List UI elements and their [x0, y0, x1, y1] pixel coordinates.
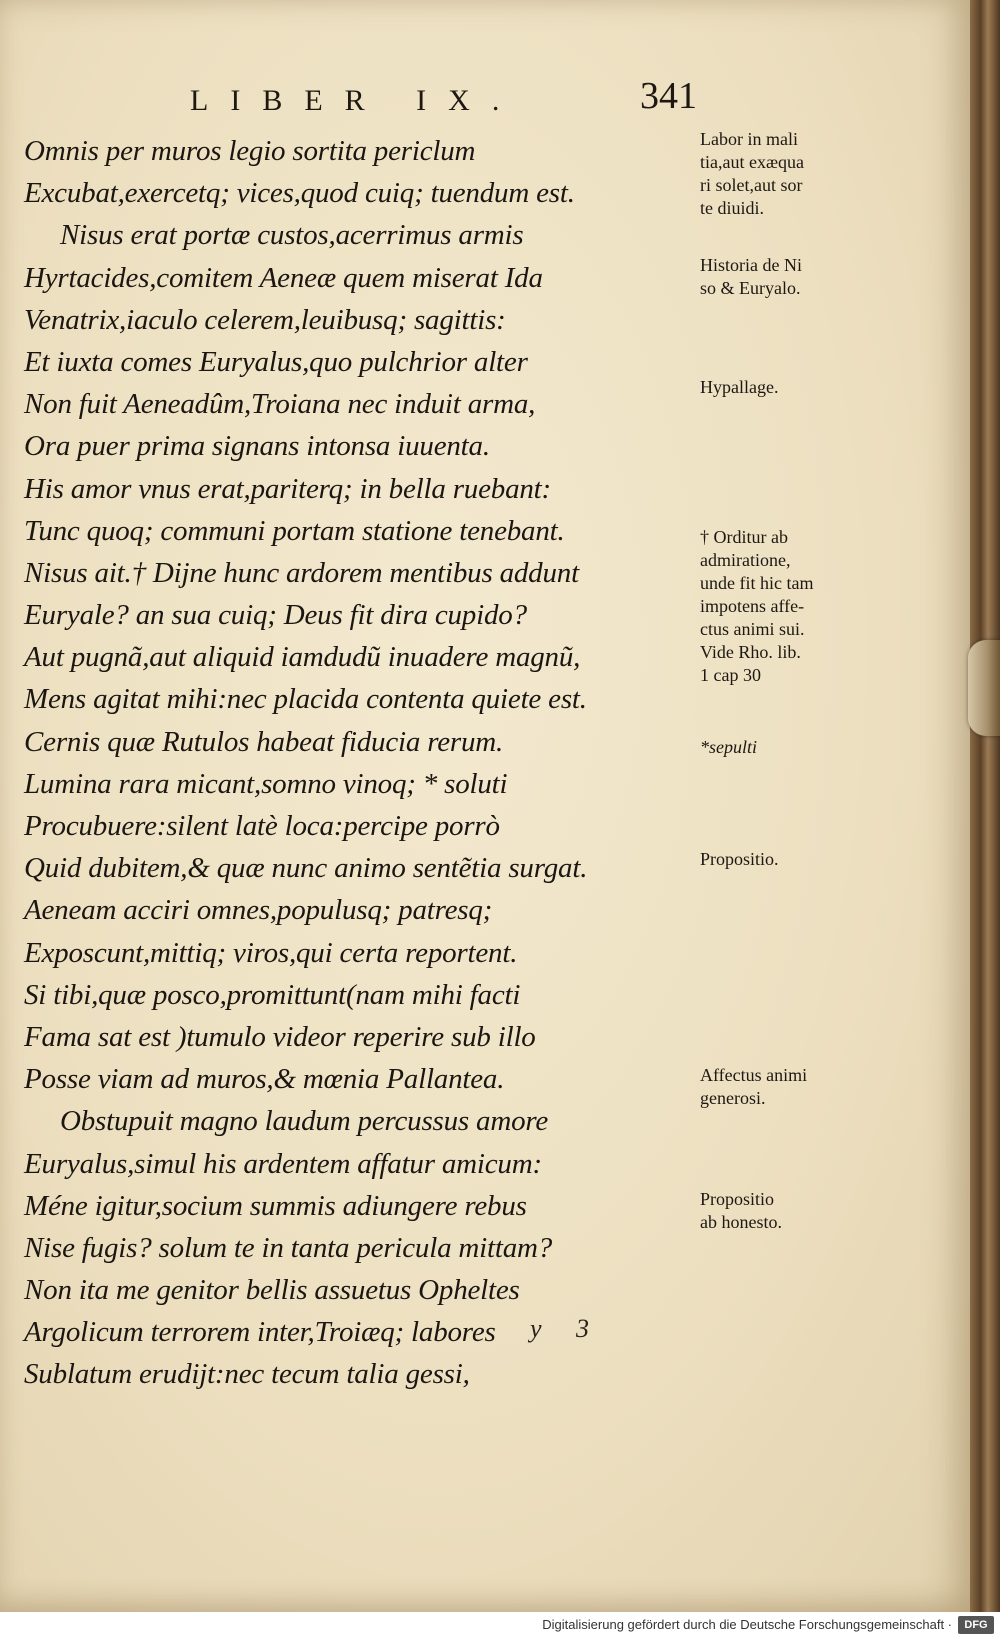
gloss-line: Hypallage.	[700, 377, 779, 397]
verse-line: Tunc quoq; communi portam statione tenebant.	[24, 514, 565, 547]
verse-line: Ora puer prima signans intonsa iuuenta.	[24, 430, 490, 463]
verse-line: Euryalus,simul his ardentem affatur amicum:	[24, 1147, 542, 1180]
verse-line: Non ita me genitor bellis assuetus Opheltes	[24, 1274, 520, 1307]
footer-credit: Digitalisierung gefördert durch die Deutsche Forschungsgemeinschaft ·	[542, 1617, 952, 1632]
verse-line: Procubuere:silent latè loca:percipe porrò	[24, 810, 500, 842]
verse-line: Aeneam acciri omnes,populusq; patresq;	[24, 894, 493, 927]
verse-line: Excubat,exercetq; vices,quod cuiq; tuendum est.	[24, 177, 575, 210]
running-head: LIBER IX.	[190, 84, 522, 117]
verse-line: Omnis per muros legio sortita periclum	[24, 135, 476, 167]
gloss-line: *sepulti	[700, 737, 757, 757]
marginal-gloss	[700, 736, 865, 759]
verse-line: Sublatum erudijt:nec tecum talia gessi,	[24, 1358, 470, 1391]
marginal-gloss	[700, 526, 865, 687]
verse-line: Et iuxta comes Euryalus,quo pulchrior alter	[24, 345, 528, 378]
clasp-tab	[968, 640, 1000, 736]
dfg-logo-icon: DFG	[958, 1616, 994, 1634]
footer-bar	[0, 1612, 1000, 1639]
gloss-line: tia,aut exæqua	[700, 152, 804, 172]
marginal-gloss	[700, 128, 865, 220]
gloss-line: Affectus animi	[700, 1065, 808, 1085]
verse-line: Quid dubitem,& quæ nunc animo sentẽtia surgat.	[24, 852, 588, 885]
verse-line: Non fuit Aeneadûm,Troiana nec induit arma,	[24, 388, 536, 421]
verse-line: Venatrix,iaculo celerem,leuibusq; sagittis:	[24, 303, 506, 336]
gloss-line: so & Euryalo.	[700, 278, 801, 298]
verse-line: Méne igitur,socium summis adiungere rebus	[24, 1189, 527, 1222]
marginal-gloss	[700, 1064, 865, 1110]
marginal-gloss	[700, 376, 865, 399]
marginal-gloss	[700, 848, 865, 871]
gloss-line: Vide Rho. lib.	[700, 642, 801, 662]
verse-line: Euryale? an sua cuiq; Deus fit dira cupido?	[24, 599, 527, 632]
gloss-line: 1 cap 30	[700, 665, 761, 685]
verse-line: Cernis quæ Rutulos habeat fiducia rerum.	[24, 725, 504, 758]
gloss-line: generosi.	[700, 1088, 766, 1108]
signature-mark: y 3	[530, 1314, 604, 1343]
page-number: 341	[640, 75, 697, 117]
gloss-line: ab honesto.	[700, 1212, 782, 1232]
verse-line: Argolicum terrorem inter,Troiæq; labores	[24, 1316, 496, 1349]
verse-line: Hyrtacides,comitem Aeneæ quem miserat Ida	[24, 261, 543, 294]
gloss-line: Historia de Ni	[700, 255, 802, 275]
gloss-line: te diuidi.	[700, 198, 764, 218]
gloss-line: admiratione,	[700, 550, 791, 570]
verse-line: Si tibi,quæ posco,promittunt(nam mihi facti	[24, 978, 521, 1011]
marginal-gloss	[700, 254, 865, 300]
verse-line: Nise fugis? solum te in tanta pericula mittam?	[24, 1231, 553, 1264]
book-edge	[970, 0, 1000, 1612]
gloss-line: † Orditur ab	[700, 527, 788, 547]
gloss-line: ri solet,aut sor	[700, 175, 803, 195]
verse-line: Obstupuit magno laudum percussus amore	[60, 1105, 549, 1138]
gloss-line: Labor in mali	[700, 129, 798, 149]
verse-line: Fama sat est )tumulo videor reperire sub illo	[24, 1020, 536, 1053]
verse-line: Lumina rara micant,somno vinoq; * soluti	[24, 767, 508, 800]
marginal-gloss	[700, 1188, 865, 1234]
verse-line: Exposcunt,mittiq; viros,qui certa reportent.	[24, 936, 518, 969]
gloss-line: unde fit hic tam	[700, 573, 814, 593]
verse-line: Aut pugnã,aut aliquid iamdudũ inuadere magnũ,	[24, 641, 581, 674]
gloss-line: Propositio	[700, 1189, 775, 1209]
gloss-line: ctus animi sui.	[700, 619, 805, 639]
verse-line: Nisus erat portæ custos,acerrimus armis	[60, 219, 524, 252]
verse-block	[24, 130, 714, 1396]
gloss-line: Propositio.	[700, 849, 779, 869]
gloss-line: impotens affe-	[700, 596, 805, 616]
verse-line: His amor vnus erat,pariterq; in bella ruebant:	[24, 472, 551, 505]
verse-line: Nisus ait.† Dijne hunc ardorem mentibus addunt	[24, 556, 579, 589]
verse-line: Posse viam ad muros,& mœnia Pallantea.	[24, 1063, 505, 1096]
verse-line: Mens agitat mihi:nec placida contenta quiete est.	[24, 683, 587, 716]
